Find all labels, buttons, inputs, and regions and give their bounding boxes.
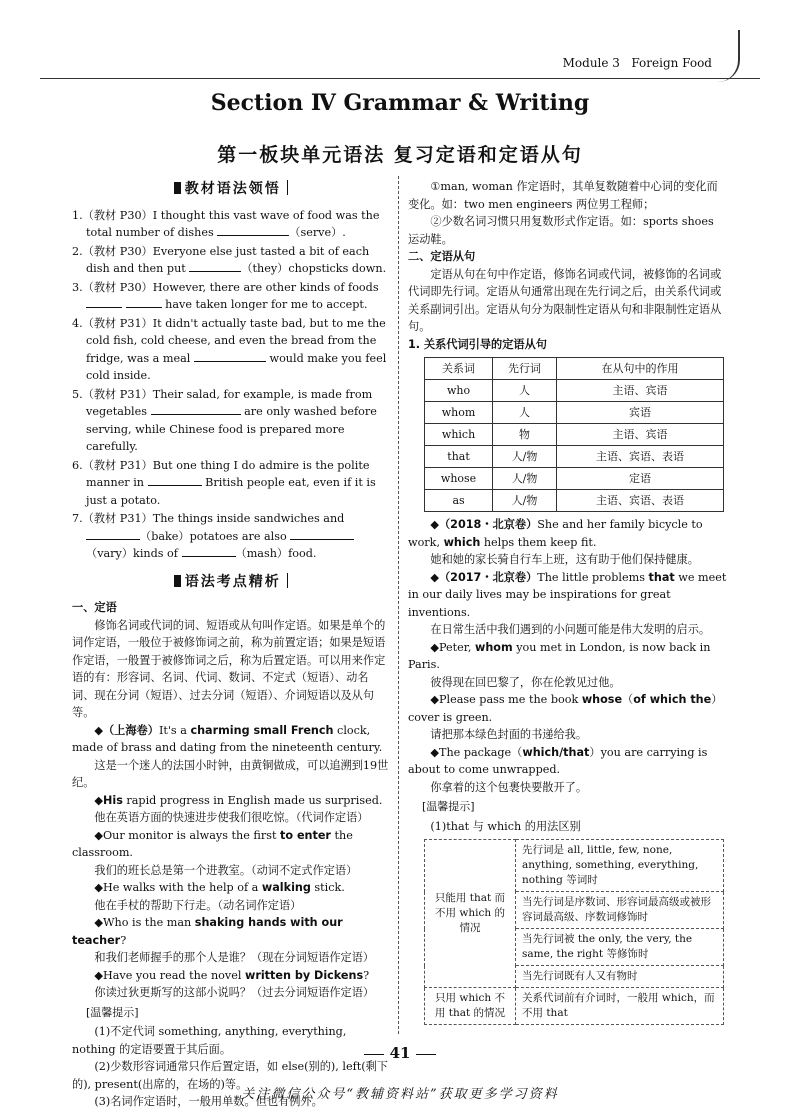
answer-blank[interactable] (86, 296, 122, 308)
example-translation: 和我们老师握手的那个人是谁？（现在分词短语作定语） (94, 951, 375, 964)
heading-attributive-clause: 二、定语从句 (408, 250, 476, 263)
exercise-5: 5.（教材 P31）Their salad, for example, is made from vegetables are only washed before serving, while Chinese food is prepared more carefully. (72, 387, 377, 453)
answer-blank[interactable] (86, 528, 140, 540)
table-row (425, 840, 724, 892)
tip-item: ①man, woman 作定语时，其单复数随着中心词的变化而变化。如：two men engineers 两位男工程师； (408, 180, 718, 211)
running-header (563, 56, 712, 70)
table-row: whose 人/物 定语 (425, 468, 724, 490)
tip-item: (3)名词作定语时，一般用单数。但也有例外。 (94, 1095, 323, 1108)
example: ◆The package（which/that）you are carrying is about to come unwrapped. (408, 745, 708, 776)
table-header: 关系词 (425, 358, 493, 380)
section-heading-grammar: 语法考点精析 (72, 573, 390, 592)
example-translation: 你读过狄更斯写的这部小说吗？（过去分词短语作定语） (94, 986, 375, 999)
example-translation: 他在英语方面的快速进步使我们很吃惊。（代词作定语） (94, 811, 369, 824)
table-header-row (425, 358, 724, 380)
answer-blank[interactable] (194, 350, 266, 362)
example-translation: 这是一个迷人的法国小时钟，由黄铜做成，可以追溯到19世纪。 (72, 758, 389, 789)
example-translation: 彼得现在回巴黎了，你在伦敦见过他。 (430, 675, 621, 689)
answer-blank[interactable] (290, 528, 354, 540)
topic-label: Foreign Food (631, 56, 712, 70)
table-row: who 人 主语、宾语 (425, 380, 724, 402)
tip-item: ②少数名词习惯只用复数形式作定语。如：sports shoes 运动鞋。 (408, 215, 714, 246)
example: ◆Have you read the novel written by Dickens? (94, 968, 370, 982)
exercise-1: 1.（教材 P30）I thought this vast wave of food was the total number of dishes （serve）. (72, 208, 380, 239)
answer-blank[interactable] (182, 545, 236, 557)
exercise-7: 7.（教材 P31）The things inside sandwiches and （bake）potatoes are also （vary）kinds of （mash）food. (72, 510, 390, 563)
table-cell: 当先行词是序数词、形容词最高级或被形容词最高级、序数词修饰时 (516, 892, 724, 929)
example: ◆（上海卷）It's a charming small French clock, made of brass and dating from the nineteenth century. (72, 723, 383, 754)
table-cell: 当先行词被 the only, the very, the same, the right 等修饰时 (516, 929, 724, 966)
table-cell: 关系代词前有介词时，一般用 which，而不用 that (516, 988, 724, 1025)
module-label: Module 3 (562, 56, 620, 70)
example: ◆（2017・北京卷）The little problems that we meet in our daily lives may be inspirations for great inventions. (408, 570, 727, 619)
paragraph: 定语从句在句中作定语，修饰名词或代词，被修饰的名词或代词即先行词。定语从句通常出现在先行词之后，由关系代词或关系副词引出。定语从句分为限制性定语从句和非限制性定语从句。 (408, 267, 722, 333)
example: ◆（2018・北京卷）She and her family bicycle to work, which helps them keep fit. (408, 518, 703, 549)
table-header: 在从句中的作用 (556, 358, 723, 380)
tip-item: (1)不定代词 something, anything, everything, nothing 的定语要置于其后面。 (72, 1025, 347, 1056)
table-row (425, 988, 724, 1025)
tip-title: [温馨提示] (86, 1005, 139, 1019)
answer-blank[interactable] (151, 403, 241, 415)
that-which-table (424, 839, 724, 1025)
example: ◆Our monitor is always the first to enter the classroom. (72, 828, 353, 859)
answer-blank[interactable] (189, 260, 241, 272)
example-translation: 你拿着的这个包裹快要散开了。 (430, 780, 588, 794)
section-heading-textbook: 教材语法领悟 (72, 180, 390, 199)
example: ◆He walks with the help of a walking stick. (94, 881, 345, 894)
bookmark-icon (174, 575, 181, 587)
answer-blank[interactable] (148, 474, 202, 486)
page-number: 41 (0, 1044, 800, 1062)
example: ◆Please pass me the book whose（of which the）cover is green. (408, 693, 723, 724)
left-column (72, 178, 390, 1111)
example: ◆Peter, whom you met in London, is now back in Paris. (408, 640, 711, 671)
page-subtitle: 第一板块单元语法 复习定语和定语从句 (217, 144, 583, 166)
table-row: which 物 主语、宾语 (425, 424, 724, 446)
tip-item: (2)少数形容词通常只作后置定语，如 else(别的), left(剩下的), present(出席的，在场的)等。 (72, 1060, 388, 1091)
tip-title: [温馨提示] (422, 800, 475, 813)
example-translation: 在日常生活中我们遇到的小问题可能是伟大发明的启示。 (430, 623, 711, 636)
paragraph: 修饰名词或代词的词、短语或从句叫作定语。如果是单个的词作定语，一般位于被修饰词之前，称为前置定语；如果是短语作定语，一般置于被修饰词之后，称为后置定语。可以用来作定语的有：形容词、名词、代词、数词、不定式（短语）、动名词、现在分词（短语）、过去分词（短语）、介词短语以及从句等。 (72, 618, 386, 719)
table-cell: 只用 which 不用 that 的情况 (425, 988, 516, 1025)
example-translation: 他在手杖的帮助下行走。（动名词作定语） (94, 898, 302, 912)
table-cell: 当先行词既有人又有物时 (516, 966, 724, 988)
example-translation: 她和她的家长骑自行车上班，这有助于他们保持健康。 (430, 553, 699, 566)
header-decoration (718, 30, 740, 82)
example: ◆Who is the man shaking hands with our teacher? (72, 916, 343, 947)
exercise-6: 6.（教材 P31）But one thing I do admire is the polite manner in British people eat, even if it is just a potato. (72, 458, 376, 507)
table-row: whom 人 宾语 (425, 402, 724, 424)
exercise-2: 2.（教材 P30）Everyone else just tasted a bit of each dish and then put （they）chopsticks down. (72, 244, 387, 275)
relative-pronoun-table (424, 357, 724, 512)
answer-blank[interactable] (126, 296, 162, 308)
column-divider (398, 176, 399, 1034)
footer-note: 关注微信公众号“教辅资料站”获取更多学习资料 (241, 1087, 559, 1102)
header-rule (40, 78, 760, 79)
table-cell: 只能用 that 而不用 which 的情况 (425, 840, 516, 988)
example: ◆His rapid progress in English made us surprised. (94, 793, 383, 807)
page-title: Section Ⅳ Grammar & Writing (210, 90, 590, 116)
exercise-4: 4.（教材 P31）It didn't actually taste bad, but to me the cold fish, cold cheese, and even the bread from the fridge, was a meal would make you feel cold inside. (72, 316, 387, 382)
table-header: 先行词 (493, 358, 557, 380)
example-translation: 我们的班长总是第一个进教室。（动词不定式作定语） (94, 863, 358, 877)
heading-attributive: 一、定语 (72, 601, 117, 614)
exercise-3: 3.（教材 P30）However, there are other kinds of foods have taken longer for me to accept. (72, 280, 379, 311)
table-row: that 人/物 主语、宾语、表语 (425, 446, 724, 468)
heading-relative-pronoun: 1. 关系代词引导的定语从句 (408, 337, 547, 351)
tip-subtitle: (1)that 与 which 的用法区别 (430, 819, 581, 833)
answer-blank[interactable] (217, 224, 289, 236)
right-column (408, 178, 728, 1025)
table-cell: 先行词是 all, little, few, none, anything, something, everything, nothing 等词时 (516, 840, 724, 892)
table-row: as 人/物 主语、宾语、表语 (425, 490, 724, 512)
bookmark-icon (174, 182, 181, 194)
example-translation: 请把那本绿色封面的书递给我。 (430, 728, 588, 741)
